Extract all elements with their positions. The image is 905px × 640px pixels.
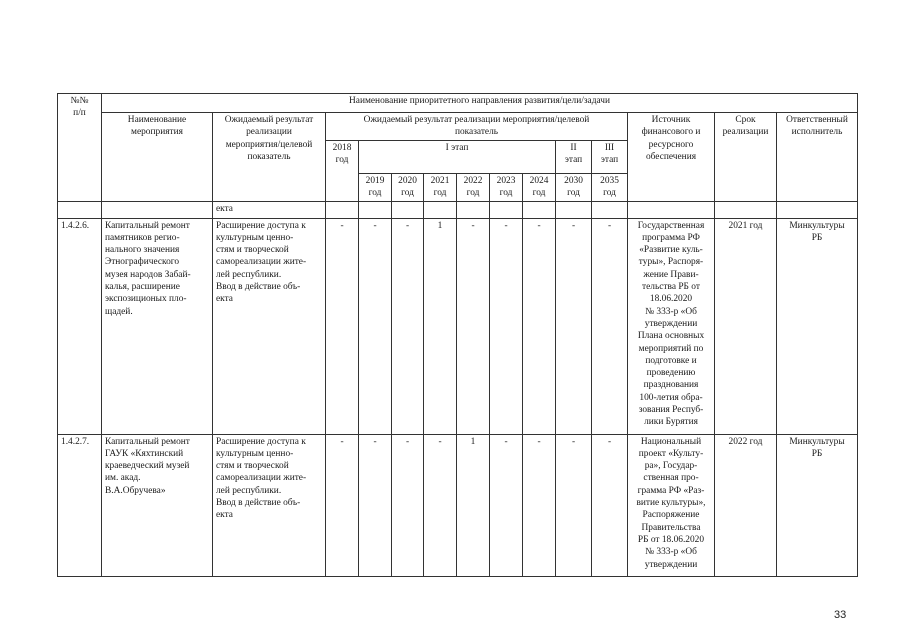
header-responsible: Ответственный исполнитель (777, 113, 858, 202)
page-number: 33 (834, 609, 847, 621)
row-funding-source: Государственная программа РФ «Развитие куль- туры», Распоря- жение Прави- тельства РБ от 18.06.2020 № 333-р «Об утверждении Плана основных мероприятий по подготовке и проведению празднования 100-летия обра- зования Респуб- лики Бурятия (628, 218, 715, 434)
row-num: 1.4.2.7. (58, 434, 102, 576)
row-value: 1 (424, 218, 457, 434)
row-responsible: Минкультуры РБ (777, 218, 858, 434)
row-responsible: Минкультуры РБ (777, 434, 858, 576)
row-value: - (326, 218, 359, 434)
header-year: 2024 год (523, 174, 556, 202)
header-term: Срок реализации (715, 113, 777, 202)
row-event-name: Капитальный ремонт памятников регио- нального значения Этнографического музея народов Забай- калья, расширение экспозиционых пло- щадей. (102, 218, 213, 434)
row-funding-source: Национальный проект «Культу- ра», Государ- ственная про- грамма РФ «Раз- витие культуры», Распоряжение Правительства РБ от 18.06.2020 № 333-р «Об утверждении (628, 434, 715, 576)
row-event-name: Капитальный ремонт ГАУК «Кяхтинский краеведческий музей им. акад. В.А.Обручева» (102, 434, 213, 576)
header-event-name: Наименование мероприятия (102, 113, 213, 202)
row-expected-result: Расширение доступа к культурным ценно- стям и творческой самореализации жите- лей республики. Ввод в действие объ- екта (213, 218, 326, 434)
header-stage-1: I этап (359, 141, 556, 174)
header-num: №№ п/п (58, 94, 102, 202)
row-value: - (457, 218, 490, 434)
row-value: 1 (457, 434, 490, 576)
row-value: - (523, 218, 556, 434)
continuation-text: екта (213, 201, 326, 218)
row-term: 2022 год (715, 434, 777, 576)
row-value: - (556, 434, 592, 576)
header-expected-indicator: Ожидаемый результат реализации мероприятия/целевой показатель (326, 113, 628, 141)
header-direction: Наименование приоритетного направления развития/цели/задачи (102, 94, 858, 113)
header-funding-source: Источник финансового и ресурсного обеспечения (628, 113, 715, 202)
row-value: - (359, 218, 392, 434)
row-value: - (523, 434, 556, 576)
row-value: - (392, 218, 424, 434)
header-year: 2030 год (556, 174, 592, 202)
row-value: - (424, 434, 457, 576)
header-row-1 (58, 94, 858, 113)
row-value: - (359, 434, 392, 576)
continuation-row (58, 201, 858, 218)
row-value: - (556, 218, 592, 434)
header-year: 2021 год (424, 174, 457, 202)
row-value: - (592, 434, 628, 576)
row-value: - (326, 434, 359, 576)
header-year: 2035 год (592, 174, 628, 202)
header-year: 2019 год (359, 174, 392, 202)
table-row (58, 218, 858, 434)
row-value: - (592, 218, 628, 434)
header-row-2 (58, 113, 858, 141)
row-value: - (490, 434, 523, 576)
row-value: - (392, 434, 424, 576)
table-row (58, 434, 858, 576)
header-year-2018: 2018 год (326, 141, 359, 202)
header-year: 2022 год (457, 174, 490, 202)
row-num: 1.4.2.6. (58, 218, 102, 434)
priority-directions-table (57, 93, 858, 577)
header-year: 2020 год (392, 174, 424, 202)
row-expected-result: Расширение доступа к культурным ценно- стям и творческой самореализации жите- лей республики. Ввод в действие объ- екта (213, 434, 326, 576)
header-stage-3: III этап (592, 141, 628, 174)
row-value: - (490, 218, 523, 434)
header-stage-2: II этап (556, 141, 592, 174)
header-year: 2023 год (490, 174, 523, 202)
row-term: 2021 год (715, 218, 777, 434)
header-expected-result: Ожидаемый результат реализации мероприятия/целевой показатель (213, 113, 326, 202)
